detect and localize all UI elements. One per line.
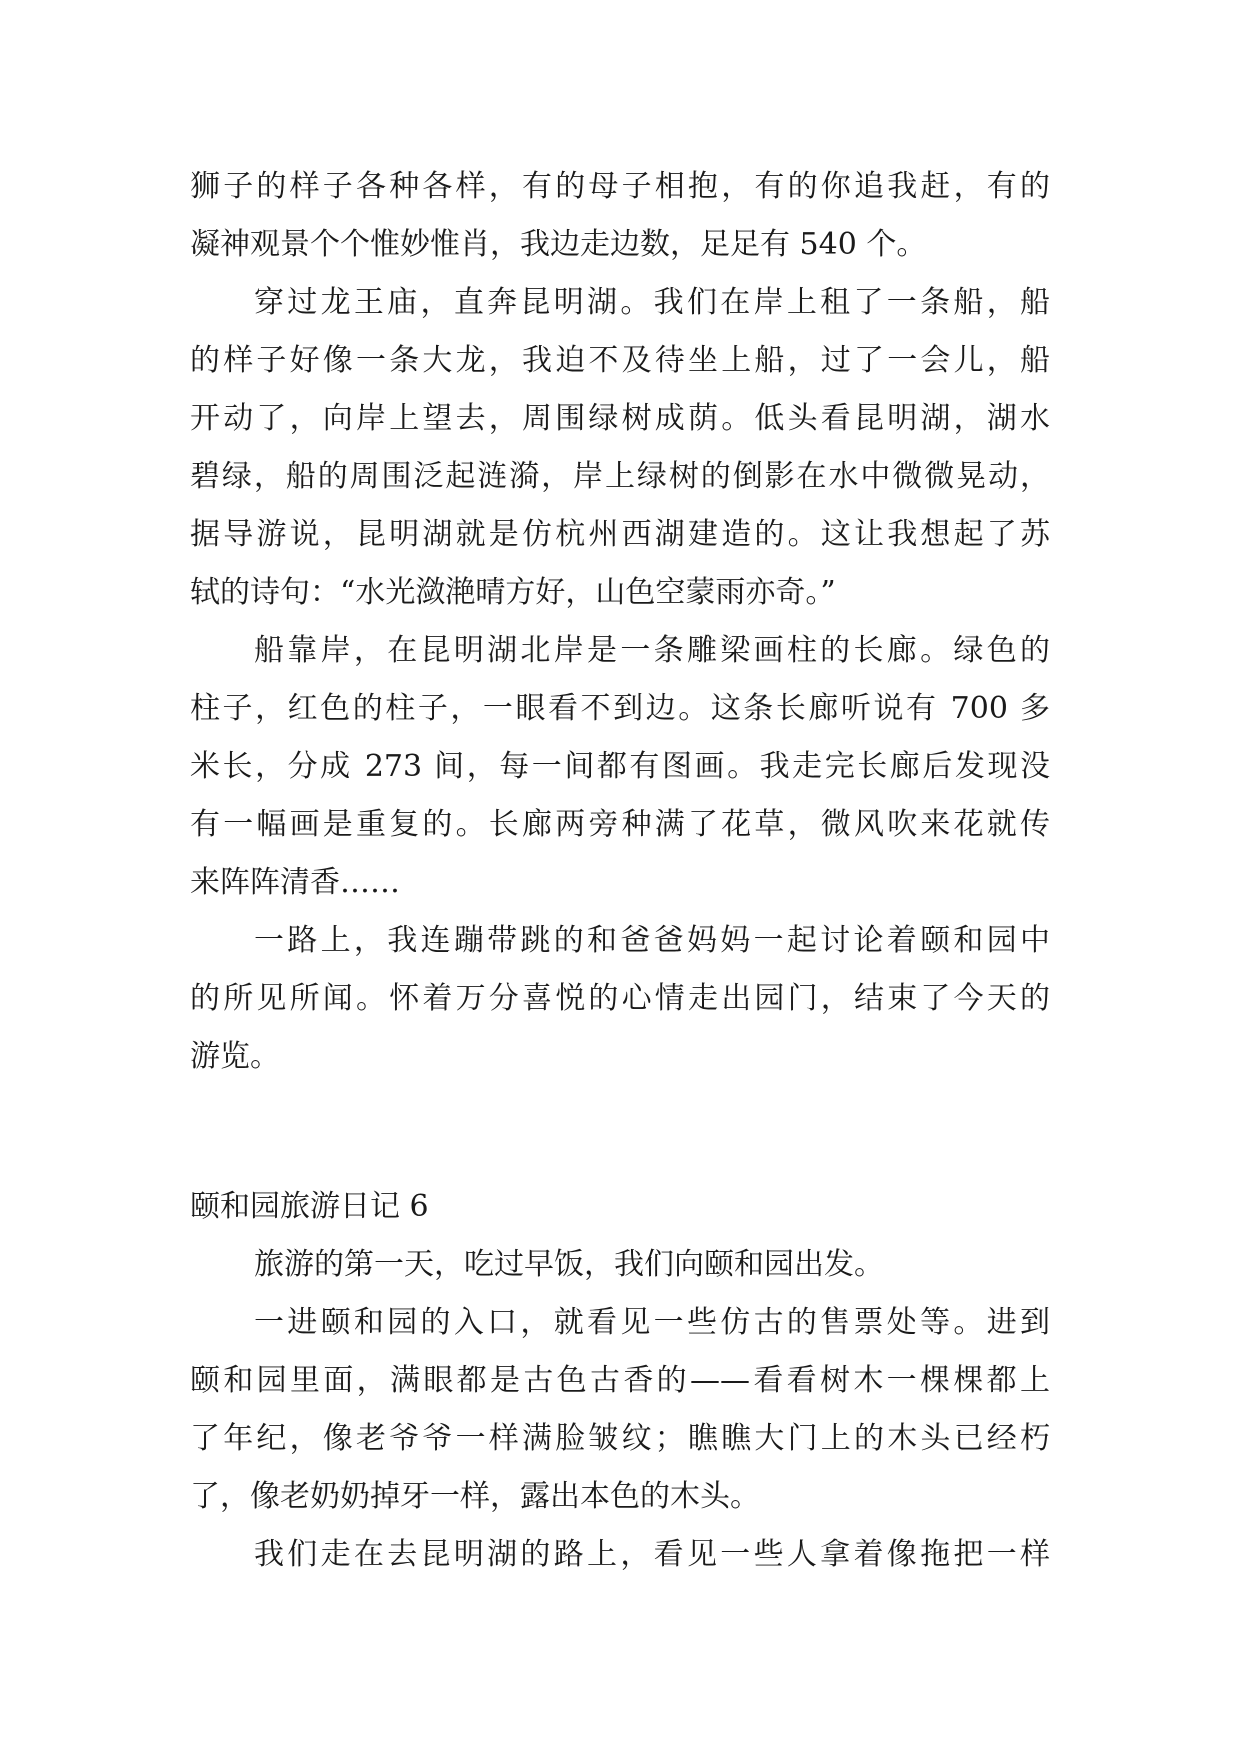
- text-line: 了年纪，像老爷爷一样满脸皱纹；瞧瞧大门上的木头已经朽: [190, 1421, 1050, 1456]
- paragraph: [190, 622, 1050, 912]
- text-line: 碧绿，船的周围泛起涟漪，岸上绿树的倒影在水中微微晃动，: [190, 459, 1050, 494]
- paragraph: [190, 1294, 1050, 1526]
- section-gap: [190, 1086, 1050, 1178]
- paragraph: [190, 1236, 1050, 1294]
- text-line: 了，像老奶奶掉牙一样，露出本色的木头。: [190, 1479, 760, 1514]
- diary-entry-5-continued: [190, 158, 1050, 1086]
- text-line: 颐和园里面，满眼都是古色古香的——看看树木一棵棵都上: [190, 1363, 1050, 1398]
- section-title: 颐和园旅游日记 6: [190, 1189, 429, 1224]
- text-line: 据导游说，昆明湖就是仿杭州西湖建造的。这让我想起了苏: [190, 517, 1050, 552]
- text-line: 穿过龙王庙，直奔昆明湖。我们在岸上租了一条船，船: [254, 285, 1050, 320]
- text-line: 的样子好像一条大龙，我迫不及待坐上船，过了一会儿，船: [190, 343, 1050, 378]
- text-line: 轼的诗句：“水光潋滟晴方好，山色空蒙雨亦奇。”: [190, 575, 836, 610]
- diary-entry-6: [190, 1236, 1050, 1584]
- text-line: 开动了，向岸上望去，周围绿树成荫。低头看昆明湖，湖水: [190, 401, 1050, 436]
- text-line: 游览。: [190, 1039, 280, 1074]
- text-line: 旅游的第一天，吃过早饭，我们向颐和园出发。: [254, 1247, 884, 1282]
- text-line: 柱子，红色的柱子，一眼看不到边。这条长廊听说有 700 多: [190, 691, 1050, 726]
- paragraph: [190, 912, 1050, 1086]
- text-line: 米长，分成 273 间，每一间都有图画。我走完长廊后发现没: [190, 749, 1050, 784]
- text-line: 船靠岸，在昆明湖北岸是一条雕梁画柱的长廊。绿色的: [254, 633, 1050, 668]
- text-line: 的所见所闻。怀着万分喜悦的心情走出园门，结束了今天的: [190, 981, 1050, 1016]
- text-line: 有一幅画是重复的。长廊两旁种满了花草，微风吹来花就传: [190, 807, 1050, 842]
- paragraph: [190, 1526, 1050, 1584]
- paragraph: [190, 274, 1050, 622]
- text-line: 凝神观景个个惟妙惟肖，我边走边数，足足有 540 个。: [190, 227, 927, 262]
- text-line: 来阵阵清香……: [190, 865, 400, 900]
- text-line: 一路上，我连蹦带跳的和爸爸妈妈一起讨论着颐和园中: [254, 923, 1050, 958]
- paragraph: [190, 158, 1050, 274]
- text-line: 一进颐和园的入口，就看见一些仿古的售票处等。进到: [254, 1305, 1050, 1340]
- text-line: 狮子的样子各种各样，有的母子相抱，有的你追我赶，有的: [190, 169, 1050, 204]
- document-body: [190, 158, 1050, 1584]
- text-line: 我们走在去昆明湖的路上，看见一些人拿着像拖把一样: [254, 1537, 1050, 1572]
